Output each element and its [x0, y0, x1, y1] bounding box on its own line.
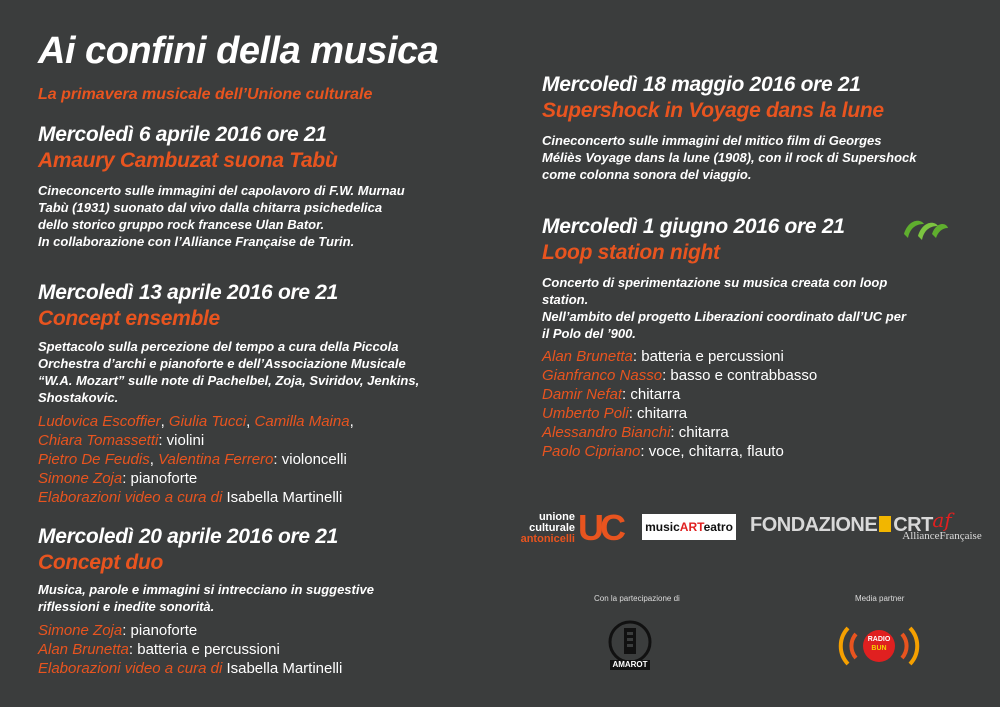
- logo-text: culturale: [529, 522, 575, 534]
- unione-culturale-logo: [520, 508, 630, 548]
- description-line: “W.A. Mozart” sulle note di Pachelbel, Zoja, Sviridov, Jenkins,: [38, 373, 420, 388]
- page-title: Ai confini della musica: [38, 30, 439, 72]
- description-line: Orchestra d’archi e pianoforte e dell’Associazione Musicale: [38, 356, 406, 371]
- event-date: Mercoledì 20 aprile 2016 ore 21: [38, 525, 339, 548]
- performer-role: ,: [149, 451, 159, 468]
- event-name: Concept duo: [38, 551, 164, 574]
- performer-role: Isabella Martinelli: [226, 660, 343, 677]
- credit-row: [542, 442, 906, 461]
- event-date: Mercoledì 6 aprile 2016 ore 21: [38, 123, 327, 146]
- performer-role: : chitarra: [628, 405, 688, 422]
- radio-logo-text: [863, 635, 895, 653]
- performer-role: : violoncelli: [273, 451, 347, 468]
- performer-name: Elaborazioni video a cura di: [38, 489, 227, 506]
- description-line: Cineconcerto sulle immagini del mitico film di Georges: [542, 133, 882, 148]
- performer-name: Elaborazioni video a cura di: [38, 660, 227, 677]
- event-name: Loop station night: [542, 241, 720, 264]
- partner-logo: [608, 620, 652, 672]
- credit-row: [38, 488, 419, 507]
- event-name: Supershock in Voyage dans la lune: [542, 99, 884, 122]
- description-line: dello storico gruppo rock francese Ulan Bator.: [38, 217, 325, 232]
- credit-row: [542, 366, 906, 385]
- logo-text: eatro: [703, 520, 733, 534]
- logo-text: FONDAZIONE: [750, 514, 878, 536]
- event-credits: [542, 347, 906, 461]
- credit-row: [38, 640, 374, 659]
- description-line: riflessioni e inedite sonorità.: [38, 599, 215, 614]
- description-line: Concerto di sperimentazione su musica creata con loop: [542, 275, 888, 290]
- performer-name: Valentina Ferrero: [158, 451, 274, 468]
- uc-badge: UC: [578, 507, 622, 548]
- performer-role: : pianoforte: [122, 470, 198, 487]
- performer-role: : basso e contrabbasso: [662, 367, 818, 384]
- description-line: Nell’ambito del progetto Liberazioni coordinato dall’UC per: [542, 309, 907, 324]
- performer-name: Gianfranco Nasso: [542, 367, 663, 384]
- logo-text: AMAROT: [612, 660, 648, 669]
- credit-row: [542, 404, 906, 423]
- logo-text: AllianceFrançaise: [902, 530, 982, 542]
- credit-row: [38, 659, 374, 678]
- event-date: Mercoledì 1 giugno 2016 ore 21: [542, 215, 845, 238]
- event-description: [38, 182, 405, 250]
- performer-role: ,: [160, 413, 169, 430]
- event-description: [38, 581, 374, 615]
- performer-role: ,: [349, 413, 354, 430]
- description-line: In collaborazione con l’Alliance Française de Turin.: [38, 234, 355, 249]
- event-description: [38, 338, 419, 406]
- event-3: [38, 524, 374, 678]
- event-4: [542, 72, 916, 183]
- credit-row: [38, 431, 419, 450]
- logo-text: ART: [679, 520, 704, 534]
- credit-row: [542, 347, 906, 366]
- page-subtitle: La primavera musicale dell’Unione culturale: [38, 86, 373, 103]
- logo-text: music: [645, 520, 680, 534]
- performer-name: Chiara Tomassetti: [38, 432, 159, 449]
- event-credits: [38, 621, 374, 678]
- description-line: station.: [542, 292, 589, 307]
- performer-name: Damir Nefat: [542, 386, 623, 403]
- radio-logo: [834, 622, 924, 670]
- media-partner-caption: Media partner: [855, 594, 905, 603]
- performer-name: Ludovica Escoffier: [38, 413, 161, 430]
- performer-name: Paolo Cipriano: [542, 443, 641, 460]
- event-2: [38, 280, 419, 507]
- performer-role: ,: [246, 413, 255, 430]
- event-5: [542, 214, 906, 461]
- description-line: Musica, parole e immagini si intrecciano in suggestive: [38, 582, 374, 597]
- description-line: come colonna sonora del viaggio.: [542, 167, 752, 182]
- performer-role: : voce, chitarra, flauto: [640, 443, 784, 460]
- performer-name: Pietro De Feudis: [38, 451, 150, 468]
- logo-text: CRT: [893, 514, 933, 536]
- performer-name: Alan Brunetta: [542, 348, 633, 365]
- performer-role: : batteria e percussioni: [632, 348, 784, 365]
- description-line: il Polo del ’900.: [542, 326, 636, 341]
- description-line: Spettacolo sulla percezione del tempo a cura della Piccola: [38, 339, 399, 354]
- description-line: Shostakovic.: [38, 390, 119, 405]
- credit-row: [542, 423, 906, 442]
- performer-role: : chitarra: [670, 424, 729, 441]
- musicarteatro-logo: [642, 514, 736, 540]
- performer-name: Simone Zoja: [38, 622, 123, 639]
- logo-text: BUN: [871, 645, 887, 652]
- description-line: Méliès Voyage dans la lune (1908), con il rock di Supershock: [542, 150, 917, 165]
- partner-caption: Con la partecipazione di: [594, 594, 680, 603]
- description-line: Cineconcerto sulle immagini del capolavoro di F.W. Murnau: [38, 183, 405, 198]
- performer-role: : chitarra: [622, 386, 681, 403]
- description-line: Tabù (1931) suonato dal vivo dalla chitarra psichedelica: [38, 200, 383, 215]
- performer-name: Alan Brunetta: [38, 641, 129, 658]
- performer-role: Isabella Martinelli: [226, 489, 343, 506]
- event-date: Mercoledì 13 aprile 2016 ore 21: [38, 281, 339, 304]
- credit-row: [38, 469, 419, 488]
- credit-row: [542, 385, 906, 404]
- event-description: [542, 132, 916, 183]
- logo-text: RADIO: [867, 636, 891, 643]
- event-date: Mercoledì 18 maggio 2016 ore 21: [542, 73, 861, 96]
- event-description: [542, 274, 906, 342]
- sponsor-logos: [520, 508, 990, 554]
- performer-name: Alessandro Bianchi: [542, 424, 671, 441]
- alliance-francaise-logo: [898, 510, 986, 554]
- event-name: Amaury Cambuzat suona Tabù: [38, 149, 338, 172]
- performer-name: Umberto Poli: [542, 405, 629, 422]
- crt-square-icon: [879, 516, 891, 532]
- logo-text: unione: [538, 511, 575, 523]
- performer-role: : batteria e percussioni: [128, 641, 280, 658]
- logo-text: af: [932, 508, 952, 532]
- leaf-icon: [902, 216, 950, 244]
- event-name: Concept ensemble: [38, 307, 220, 330]
- logo-text: antonicelli: [520, 533, 575, 545]
- event-credits: [38, 412, 419, 507]
- credit-row: [38, 412, 419, 431]
- performer-name: Camilla Maina: [254, 413, 350, 430]
- credit-row: [38, 621, 374, 640]
- performer-role: : violini: [158, 432, 205, 449]
- performer-name: Giulia Tucci: [168, 413, 247, 430]
- performer-role: : pianoforte: [122, 622, 198, 639]
- event-1: [38, 122, 405, 250]
- performer-name: Simone Zoja: [38, 470, 123, 487]
- credit-row: [38, 450, 419, 469]
